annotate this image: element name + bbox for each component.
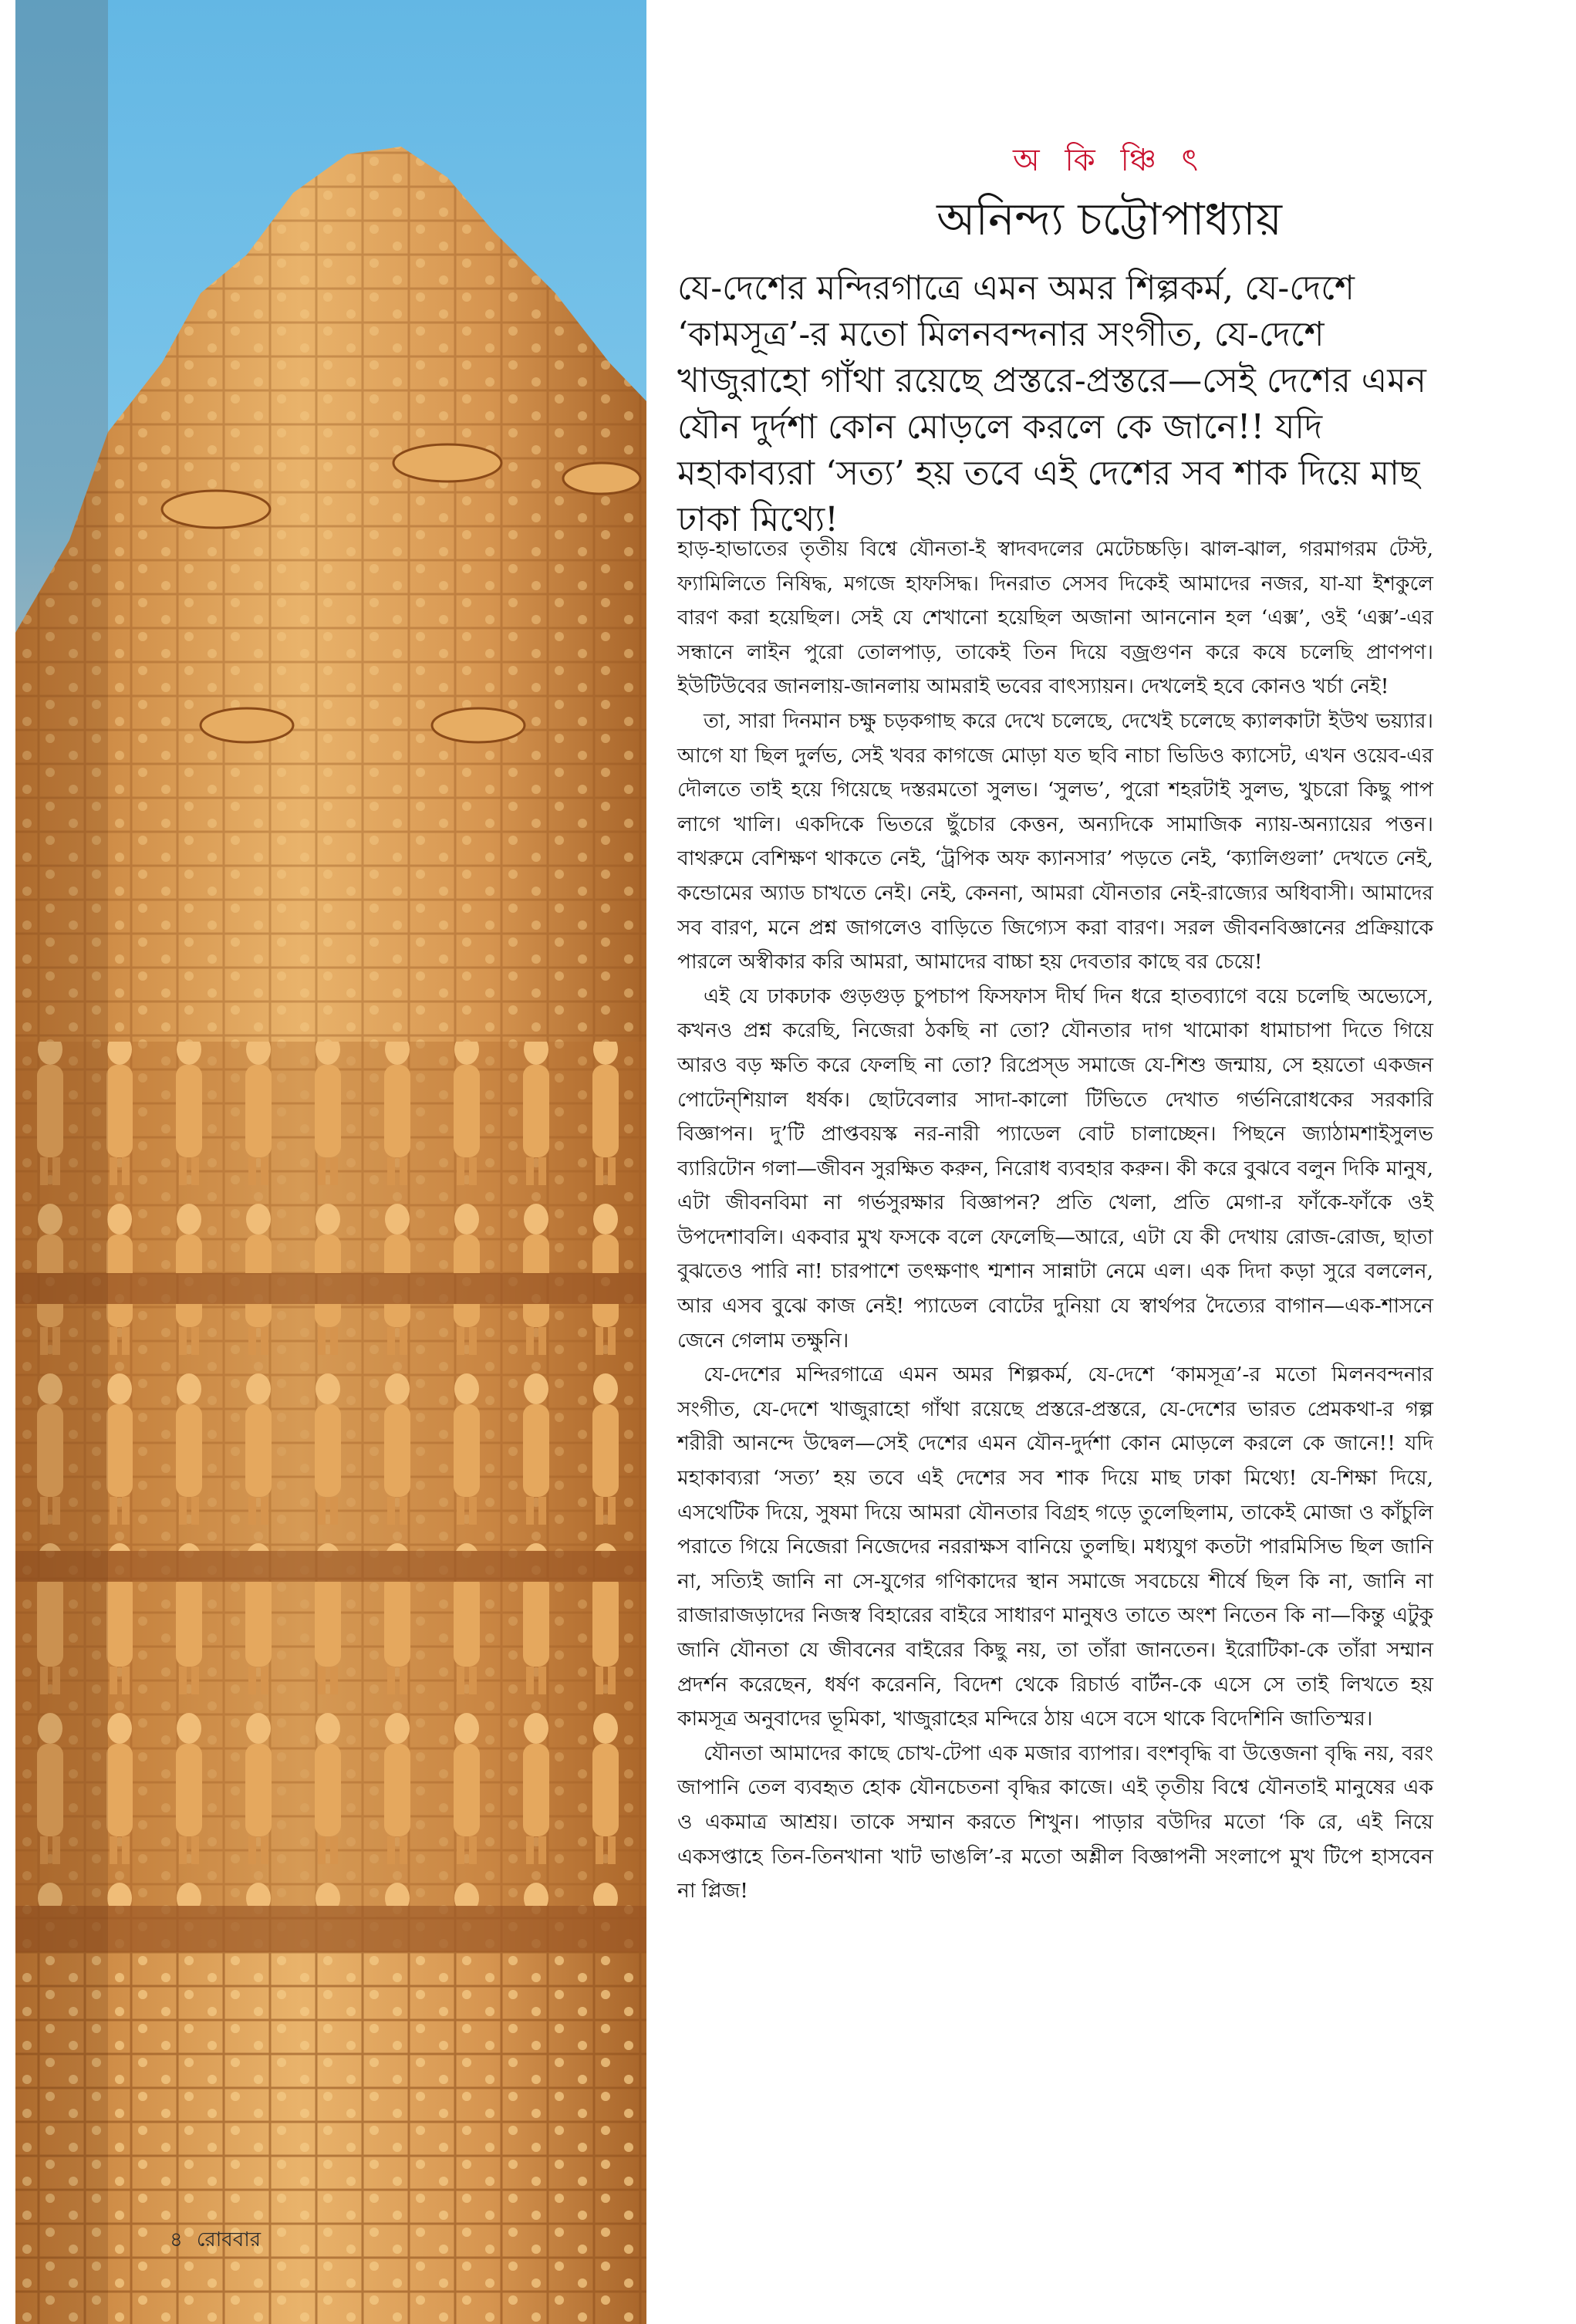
section-tag: অ কি ঞ্চি ৎ [1013, 143, 1206, 178]
body-paragraph: হাড়-হাভাতের তৃতীয় বিশ্বে যৌনতা-ই স্বাদবদলের মেটেচচ্চড়ি। ঝাল-ঝাল, গরমাগরম টেস্ট, ফ্যামিলিতে নিষিদ্ধ, মগজে হাফসিদ্ধ। দিনরাত সেসব দিকেই আমাদের নজর, যা-যা ইশকুলে বারণ করা হয়েছিল। সেই যে শেখানো হয়েছিল অজানা আননোন হল ‘এক্স’, ওই ‘এক্স’-এর সন্ধানে লাইন পুরো তোলপাড়, তাকেই তিন দিয়ে বজ্রগুণন করে কষে চলেছি প্রাণপণ। ইউটিউবের জানলায়-জানলায় আমরাই ভবের বাৎস্যায়ন। দেখলেই হবে কোনও খর্চা নেই! [677, 537, 1433, 699]
page-number: ৪ [170, 2228, 183, 2251]
temple-photo [15, 0, 646, 2324]
intro-paragraph: যে-দেশের মন্দিরগাত্রে এমন অমর শিল্পকর্ম, যে-দেশে ‘কামসূত্র’-র মতো মিলনবন্দনার সংগীত, যে-দেশে খাজুরাহো গাঁথা রয়েছে প্রস্তরে-প্রস্তরে—সেই দেশের এমন যৌন দুর্দশা কোন মোড়লে করলে কে জানে!! যদি মহাকাব্যরা ‘সত্য’ হয় তবে এই দেশের সব শাক দিয়ে মাছ ঢাকা মিথ্যে! [677, 269, 1426, 539]
khajuraho-temple-illustration [15, 0, 646, 2324]
body-paragraph: এই যে ঢাকঢাক গুড়গুড় চুপচাপ ফিসফাস দীর্ঘ দিন ধরে হাতব্যাগে বয়ে চলেছি অভ্যেসে, কখনও প্রশ্ন করেছি, নিজেরা ঠকছি না তো? যৌনতার দাগ খামোকা ধামাচাপা দিতে গিয়ে আরও বড় ক্ষতি করে ফেলছি না তো? রিপ্রেস্‌ড সমাজে যে-শিশু জন্মায়, সে হয়তো একজন পোটেন্‌শিয়াল ধর্ষক। ছোটবেলার সাদা-কালো টিভিতে দেখাত গর্ভনিরোধকের সরকারি বিজ্ঞাপন। দু’টি প্রাপ্তবয়স্ক নর-নারী প্যাডেল বোট চালাচ্ছেন। পিছনে জ্যাঠামশাইসুলভ ব্যারিটোন গলা—জীবন সুরক্ষিত করুন, নিরোধ ব্যবহার করুন। কী করে বুঝবে বলুন দিকি মানুষ, এটা জীবনবিমা না গর্ভসুরক্ষার বিজ্ঞাপন? প্রতি খেলা, প্রতি মেগা-র ফাঁকে-ফাঁকে ওই উপদেশাবলি। একবার মুখ ফসকে বলে ফেলেছি—আরে, এটা যে কী দেখায় রোজ-রোজ, ছাতা বুঝতেও পারি না! চারপাশে তৎক্ষণাৎ শ্মশান সান্নাটা নেমে এল। এক দিদা কড়া সুরে বললেন, আর এসব বুঝে কাজ নেই! প্যাডেল বোটের দুনিয়া যে স্বার্থপর দৈত্যের বাগান—এক-শাসনে জেনে গেলাম তক্ষুনি। [677, 984, 1433, 1353]
magazine-name: রোববার [196, 2228, 262, 2251]
body-paragraph: যে-দেশের মন্দিরগাত্রে এমন অমর শিল্পকর্ম, যে-দেশে ‘কামসূত্র’-র মতো মিলনবন্দনার সংগীত, যে-দেশে খাজুরাহো গাঁথা রয়েছে প্রস্তরে-প্রস্তরে, যে-দেশের ভারত প্রেমকথা-র গল্প শরীরী আনন্দে উদ্বেল—সেই দেশের এমন যৌন-দুর্দশা কোন মোড়লে করলে কে জানে!! যদি মহাকাব্যরা ‘সত্য’ হয় তবে এই দেশের সব শাক দিয়ে মাছ ঢাকা মিথ্যে! যে-শিক্ষা দিয়ে, এসথেটিক দিয়ে, সুষমা দিয়ে আমরা যৌনতার বিগ্রহ গড়ে তুলেছিলাম, তাকেই মোজা ও কাঁচুলি পরাতে গিয়ে নিজেরা নিজেদের নররাক্ষস বানিয়ে তুলছি। মধ্যযুগ কতটা পারমিসিভ ছিল জানি না, সত্যিই জানি না সে-যুগের গণিকাদের স্থান সমাজে সবচেয়ে শীর্ষে ছিল কি না, জানি না রাজারাজড়াদের নিজস্ব বিহারের বাইরে সাধারণ মানুষও তাতে অংশ নিতেন কি না—কিন্তু এটুকু জানি যৌনতা যে জীবনের বাইরের কিছু নয়, তা তাঁরা জানতেন। ইরোটিকা-কে তাঁরা সম্মান প্রদর্শন করেছেন, ধর্ষণ করেননি, বিদেশ থেকে রিচার্ড বার্টন-কে এসে সে তাই লিখতে হয় কামসূত্র অনুবাদের ভূমিকা, খাজুরাহের মন্দিরে ঠায় এসে বসে থাকে বিদেশিনি জাতিস্মর। [677, 1363, 1433, 1731]
page-footer [170, 2224, 261, 2258]
author-name: অনিন্দ্য চট্টোপাধ্যায় [936, 193, 1282, 245]
body-paragraph: তা, সারা দিনমান চক্ষু চড়কগাছ করে দেখে চলেছে, দেখেই চলেছে ক্যালকাটা ইউথ ভয়্যার। আগে যা ছিল দুর্লভ, সেই খবর কাগজে মোড়া যত ছবি নাচা ভিডিও ক্যাসেট, এখন ওয়েব-এর দৌলতে তাই হয়ে গিয়েছে দস্তরমতো সুলভ। ‘সুলভ’, পুরো শহরটাই সুলভ, খুচরো কিছু পাপ লাগে খালি। একদিকে ভিতরে ছুঁচোর কেত্তন, অন্যদিকে সামাজিক ন্যায়-অন্যায়ের পত্তন। বাথরুমে বেশিক্ষণ থাকতে নেই, ‘ট্রপিক অফ ক্যানসার’ পড়তে নেই, ‘ক্যালিগুলা’ দেখতে নেই, কন্ডোমের অ্যাড চাখতে নেই। নেই, কেননা, আমরা যৌনতার নেই-রাজ্যের অধিবাসী। আমাদের সব বারণ, মনে প্রশ্ন জাগলেও বাড়িতে জিগ্যেস করা বারণ। সরল জীবনবিজ্ঞানের প্রক্রিয়াকে পারলে অস্বীকার করি আমরা, আমাদের বাচ্চা হয় দেবতার কাছে বর চেয়ে! [677, 708, 1433, 975]
body-paragraph: যৌনতা আমাদের কাছে চোখ-টেপা এক মজার ব্যাপার। বংশবৃদ্ধি বা উত্তেজনা বৃদ্ধি নয়, বরং জাপানি তেল ব্যবহৃত হোক যৌনচেতনা বৃদ্ধির কাজে। এই তৃতীয় বিশ্বে যৌনতাই মানুষের এক ও একমাত্র আশ্রয়। তাকে সম্মান করতে শিখুন। পাড়ার বউদির মতো ‘কি রে, এই নিয়ে একসপ্তাহে তিন-তিনখানা খাট ভাঙলি’-র মতো অশ্লীল বিজ্ঞাপনী সংলাপে মুখ টিপে হাসবেন না প্লিজ! [677, 1741, 1433, 1903]
article-body [677, 532, 1433, 1909]
